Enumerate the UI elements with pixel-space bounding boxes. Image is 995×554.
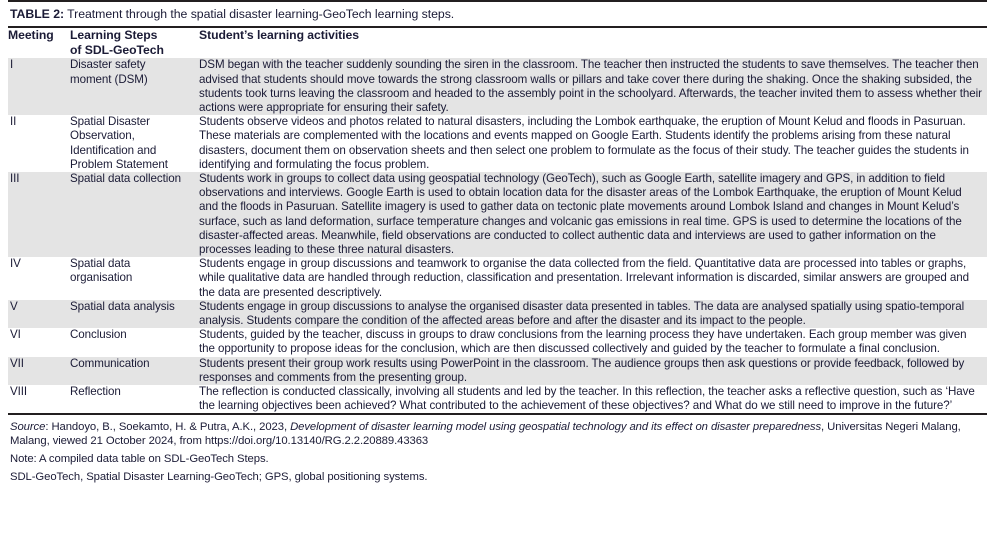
source-note: [10, 420, 985, 448]
cell-learning-step: Conclusion: [70, 328, 195, 356]
column-header-learning-steps: [70, 28, 195, 58]
cell-learning-step: Communication: [70, 357, 195, 385]
cell-learning-activities: Students present their group work results using PowerPoint in the classroom. The audience groups then ask questions or provide feedback, followed by responses and comments from the presenting group.: [195, 357, 987, 385]
cell-learning-activities: Students, guided by the teacher, discuss in groups to draw conclusions from the learning process they have undertaken. Each group member was given the opportunity to propose ideas for the conclusion, which are then discussed collectively and guided by the teacher to formulate a final conclusion.: [195, 328, 987, 356]
cell-meeting: V: [8, 300, 70, 328]
table-caption-text: Treatment through the spatial disaster learning-GeoTech learning steps.: [64, 7, 455, 21]
treatment-steps-table: [8, 28, 987, 413]
cell-meeting: IV: [8, 257, 70, 300]
table-body: [8, 58, 987, 413]
source-label: Source: [10, 421, 46, 434]
table-header-row: [8, 28, 987, 58]
table-caption-label: TABLE 2:: [10, 7, 65, 21]
abbreviation-note: SDL-GeoTech, Spatial Disaster Learning-GeoTech; GPS, global positioning systems.: [10, 471, 428, 484]
cell-meeting: III: [8, 172, 70, 257]
column-header-meeting: Meeting: [8, 28, 54, 42]
cell-learning-step: Spatial data collection: [70, 172, 195, 257]
cell-meeting: II: [8, 115, 70, 172]
cell-learning-activities: Students engage in group discussions and teamwork to organise the data collected from the field. Quantitative data are processed into tables or graphs, while qualitative data are handled through reduction, classification and presentation. Irrelevant information is discarded, similar answers are grouped and the data are presented descriptively.: [195, 257, 987, 300]
cell-meeting: VII: [8, 357, 70, 385]
cell-learning-step: Spatial Disaster Observation, Identification and Problem Statement: [70, 115, 195, 172]
cell-learning-step: Reflection: [70, 385, 195, 413]
table-head: [8, 28, 987, 58]
cell-learning-activities: Students engage in group discussions to analyse the organised disaster data presented in tables. The data are analysed spatially using spatio-temporal analysis. Students compare the condition of the affected areas before and after the disaster and its impact to the people.: [195, 300, 987, 328]
table-row: [8, 357, 987, 385]
cell-meeting: I: [8, 58, 70, 115]
table-row: [8, 300, 987, 328]
cell-learning-step: Spatial data organisation: [70, 257, 195, 300]
table-caption: [8, 2, 987, 26]
cell-meeting: VI: [8, 328, 70, 356]
cell-learning-activities: DSM began with the teacher suddenly sounding the siren in the classroom. The teacher then instructed the students to save themselves. The teacher then advised that students should move towards the strong classroom walls or pillars and take cover there during the shaking. Once the shaking subsided, the students took turns leaving the classroom and headed to the assembly point in the schoolyard. Afterwards, the teacher invited them to assess whether their actions were appropriate for ensuring their safety.: [195, 58, 987, 115]
table-row: [8, 328, 987, 356]
cell-learning-activities: The reflection is conducted classically, involving all students and led by the teacher. In this reflection, the teacher asks a reflective question, such as ‘Have the learning objectives been achieved? What contributed to the achievement of these objectives? and What do we still need to improve in the future?’: [195, 385, 987, 413]
column-header-learning-steps-line1: Learning Steps: [70, 28, 158, 42]
cell-learning-activities: Students work in groups to collect data using geospatial technology (GeoTech), such as Google Earth, satellite imagery and GPS, in addition to field observations and interviews. Google Earth is used to obtain location data for the disaster areas of the Lombok Earthquake, the eruption of Mount Kelud and the floods in Pasuruan. Satellite imagery is used to gather data on tectonic plate movements around Lombok Island and changes in Mount Kelud’s surface, such as land deformation, surface temperature changes and volcanic gas emissions in real time. GPS is used to determine the locations of the disaster-affected areas. Meanwhile, field observations are conducted to collect authentic data and interviews are used to gather information on the processes leading to these three natural disasters.: [195, 172, 987, 257]
compiled-note: Note: A compiled data table on SDL-GeoTech Steps.: [10, 453, 269, 466]
cell-learning-step: Disaster safety moment (DSM): [70, 58, 195, 115]
source-title: Development of disaster learning model using geospatial technology and its effect on disaster preparedness: [290, 421, 822, 434]
cell-learning-activities: Students observe videos and photos related to natural disasters, including the Lombok earthquake, the eruption of Mount Kelud and floods in Pasuruan. These materials are complemented with the locations and events mapped on Google Earth. Students identify the problems arising from these natural disasters, document them on observation sheets and then select one problem to formulate as the focus of their study. The teacher guides the students in identifying and formulating the focus problem.: [195, 115, 987, 172]
table-row: [8, 172, 987, 257]
table-row: [8, 257, 987, 300]
table-row: [8, 58, 987, 115]
cell-learning-step: Spatial data analysis: [70, 300, 195, 328]
column-header-learning-steps-line2: of SDL-GeoTech: [70, 43, 164, 58]
source-pre: : Handoyo, B., Soekamto, H. & Putra, A.K., 2023,: [45, 421, 291, 434]
cell-meeting: VIII: [8, 385, 70, 413]
source-post: , Universitas Negeri Malang, Malang, viewed 21 October 2024, from https://doi.org/10.13140/RG.2.2.20889.43363: [10, 421, 961, 448]
table-row: [8, 115, 987, 172]
table-footnotes: [8, 415, 987, 484]
column-header-activities: Student’s learning activities: [199, 28, 359, 42]
table-row: [8, 385, 987, 413]
